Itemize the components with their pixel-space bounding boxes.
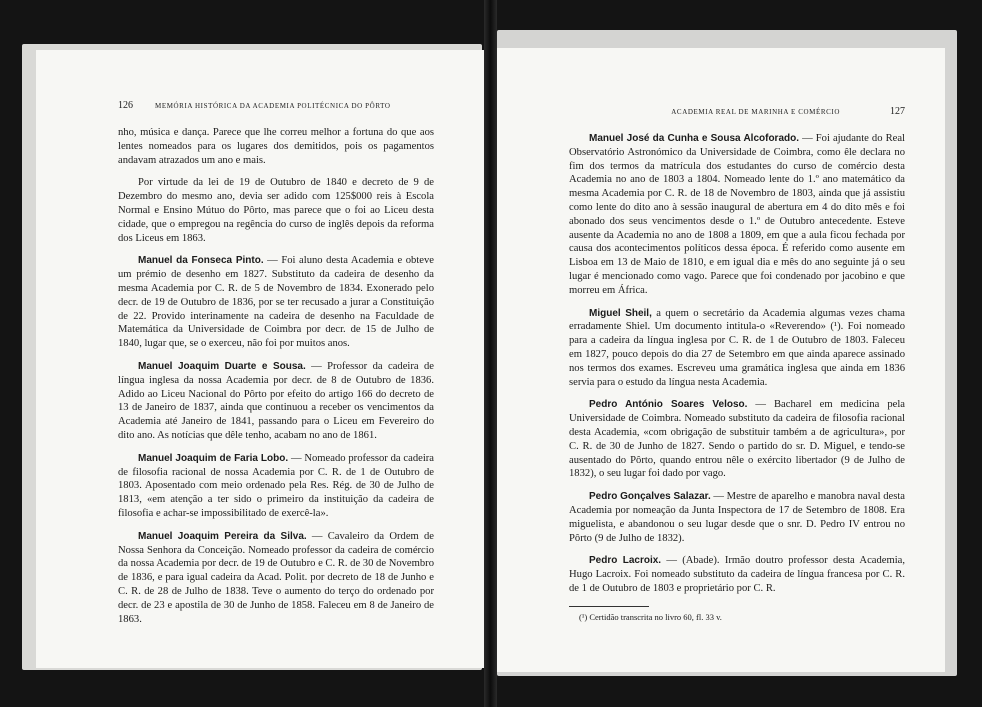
entry-name: Pedro Gonçalves Salazar. bbox=[589, 491, 711, 503]
footnote: (¹) Certidão transcrita no livro 60, fl. 33 v. bbox=[579, 611, 722, 622]
paragraph: Por virtude da lei de 19 de Outubro de 1840 e decreto de 9 de Dezembro do mesmo ano, devia ser adido com 125$000 reis à Escola Normal e Ensino Mútuo do Pôrto, mas parece que o foi ao Liceu desta cidade, que o empregou na regência do curso de inglês depois da reforma dos Liceus em 1863. bbox=[118, 177, 434, 244]
entry-name: Pedro Lacroix. bbox=[589, 555, 662, 567]
entry-text: — Cavaleiro da Ordem de Nossa Senhora da Conceição. Nomeado professor da cadeira de comércio da nossa Academia por decr. de 19 de Outubro e C. R. de 30 de Novembro de 1836, e para igual cadeira da Acad. Polit. por decreto de 18 de Junho e C. R. de 28 de Julho de 1838. Teve o aumento do terço do ordenado por decr. de 23 e apostila de 30 de Junho de 1858. Faleceu em 8 de Janeiro de 1863. bbox=[118, 530, 434, 625]
right-page bbox=[497, 48, 945, 672]
entry-name: Manuel Joaquim de Faria Lobo. bbox=[138, 452, 289, 464]
book-gutter bbox=[484, 0, 497, 707]
right-page-header bbox=[569, 106, 905, 117]
biography-entry bbox=[118, 452, 434, 521]
right-running-head: ACADEMIA REAL DE MARINHA E COMÉRCIO bbox=[671, 108, 840, 116]
left-page bbox=[36, 50, 484, 668]
left-page-number: 126 bbox=[118, 100, 133, 111]
entry-text: — Foi aluno desta Academia e obteve um prémio de desenho em 1827. Substituto da cadeira de desenho da mesma Academia por C. R. de 5 de Novembro de 1834. Exonerado pelo decr. de 19 de Outubro de 1836, por se ter recusado a jurar a Constituição de 22. Provido interinamente na cadeira de desenho na Faculdade de Matemática da Universidade de Coimbra por decr. de 15 de Julho de 1840, lugar que, se o exerceu, não foi por muitos anos. bbox=[118, 255, 434, 350]
left-running-head: MEMÓRIA HISTÓRICA DA ACADEMIA POLITÉCNICA DO PÔRTO bbox=[155, 102, 391, 110]
entry-text: — Foi ajudante do Real Observatório Astronómico da Universidade de Coimbra, como êle declara no fim dos termos da matrícula dos estudantes do curso de comércio desta Academia no ano de 1803 a 1804. Nomeado lente do 1.º ano matemático da mesma Academia por C. R. de 18 de Novembro de 1803, ainda que já assistiu como lente do dito ano à sessão inaugural de abertura em 4 do dito mês e foi abonado dos seus vencimentos desde o 1.º de Outubro antecedente. Esteve ausente da Academia no ano de 1808 a 1809, em que a aula ficou fechada por causa dos acontecimentos políticos dessa época. É referido como ausente em Lisboa em 13 de Maio de 1810, e em igual dia e mês do ano seguinte já o seu lugar é mencionado como vago. Parece que foi condenado por jacobino e que morreu em África. bbox=[569, 133, 906, 296]
entry-text: — (Abade). Irmão doutro professor desta Academia, Hugo Lacroix. Foi nomeado substituto da cadeira de língua francesa por C. R. de 1 de Outubro de 1803 e proprietário por C. R. bbox=[569, 555, 906, 594]
biography-entry bbox=[569, 132, 905, 298]
biography-entry bbox=[569, 490, 905, 545]
entry-name: Pedro António Soares Veloso. bbox=[589, 399, 748, 411]
entry-name: Manuel José da Cunha e Sousa Alcoforado. bbox=[589, 133, 800, 144]
entry-name: Manuel da Fonseca Pinto. bbox=[138, 255, 264, 267]
entry-name: Miguel Sheil, bbox=[589, 307, 652, 319]
entry-text: a quem o secretário da Academia algumas vezes chama erradamente Shiel. Um documento intitula-o «Reverendo» (¹). Foi nomeado para a cadeira da língua inglesa por C. R. de 1 de Outubro de 1803. Faleceu em 1827, pouco depois do dia 27 de Setembro em que ainda aparece assinado nos termos dos exames. Escreveu uma gramática inglesa que ainda em 1836 servia para o estudo da língua nesta Academia. bbox=[569, 307, 905, 388]
biography-entry bbox=[118, 360, 434, 443]
footnote-rule bbox=[569, 606, 649, 607]
paragraph: nho, música e dança. Parece que lhe correu melhor a fortuna do que aos lentes nomeados para os lugares dos demitidos, pois os pagamentos andavam atrazados um ano e mais. bbox=[118, 127, 434, 166]
biography-entry bbox=[118, 254, 434, 351]
entry-text: — Nomeado professor da cadeira de filosofia racional de nossa Academia por C. R. de 1 de Outubro de 1803. Aposentado com meio ordenado pela Res. Rég. de 30 de Julho de 1813, «em atenção a ter sido o primeiro da instituição da cadeira de filosofia e achar-se impossibilitado de exercê-la». bbox=[118, 452, 434, 519]
biography-entry bbox=[569, 398, 905, 481]
entry-name: Manuel Joaquim Pereira da Silva. bbox=[138, 530, 307, 542]
biography-entry bbox=[118, 530, 434, 627]
biography-entry bbox=[569, 554, 905, 595]
entry-text: — Bacharel em medicina pela Universidade de Coimbra. Nomeado substituto da cadeira de filosofia racional desta Academia, «com obrigação de substituir também a de agricultura», por C. R. de 30 de Junho de 1827. Sendo o partido do sr. D. Miguel, e tendo-se ausentado do Pôrto, quando entrou nêle o exército libertador (9 de Julho de 1832), o seu lugar foi dado por vago. bbox=[569, 399, 905, 480]
biography-entry bbox=[569, 307, 905, 390]
entry-name: Manuel Joaquim Duarte e Sousa. bbox=[138, 360, 306, 372]
right-page-number: 127 bbox=[890, 106, 905, 117]
left-page-header bbox=[118, 100, 434, 111]
entry-text: — Professor da cadeira de língua inglesa da nossa Academia por decr. de 8 de Outubro de 1836. Adido ao Liceu Nacional do Pôrto por efeito do artigo 166 do decreto de 13 de Janeiro de 1837, ainda que continuou a receber os vencimentos da Academia até Janeiro de 1841, passando para o Liceu em Fevereiro do dito ano. As notícias que dêle tenho, acabam no ano de 1861. bbox=[118, 360, 434, 441]
entry-text: — Mestre de aparelho e manobra naval desta Academia por nomeação da Junta Inspectora de 17 de Setembro de 1808. Era miguelista, e abandonou o seu lugar desde que o snr. D. Pedro IV entrou no Pôrto (9 de Julho de 1832). bbox=[569, 491, 906, 544]
